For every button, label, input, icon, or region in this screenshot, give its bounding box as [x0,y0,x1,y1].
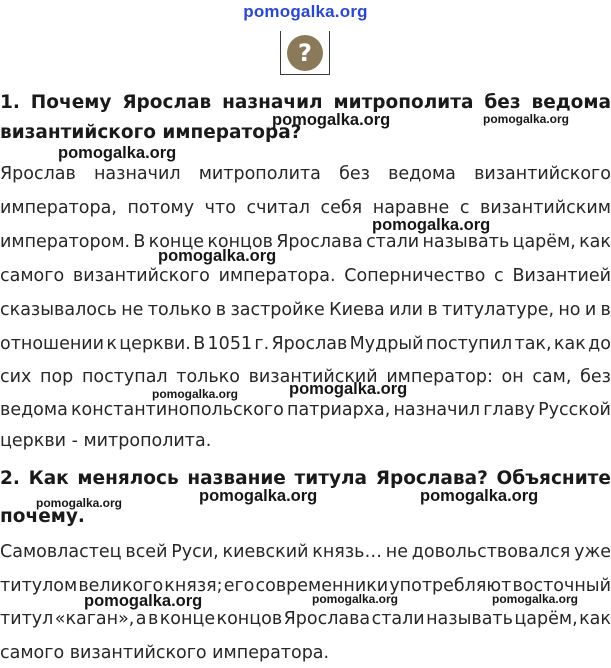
word: Как [28,468,69,489]
word: Почему [30,92,112,113]
question-mark-icon: ? [287,35,323,71]
word: Ярослав [271,334,348,354]
word: концов [207,232,273,252]
word: с [494,266,504,286]
word: Самовластец [0,542,122,562]
word: главу [483,400,535,420]
word: Объясните [496,468,611,489]
word: Соперничество [344,266,486,286]
word: так, [514,334,552,354]
word: ведома [0,400,68,420]
word: императора, [0,198,117,218]
word: в [147,609,159,629]
word: патриарха, [287,400,391,420]
word: как [579,609,611,629]
word: 1051 [207,334,253,354]
word: самого [0,266,65,286]
word: менялось [77,468,179,489]
answer-1-line [0,160,611,189]
word: как [579,232,611,252]
word: императора. [218,266,336,286]
word: Мудрый [349,334,424,354]
watermark: pomogalka.org [272,111,391,129]
word: сам, [532,367,572,387]
word: но [558,300,581,320]
word: назначил [222,92,323,113]
word: князя; [164,576,223,596]
word: византийского [474,164,611,184]
word: Ярослава [276,232,363,252]
word: великого [78,576,164,596]
word: князь… [312,542,382,562]
word: ведома [531,92,611,113]
answer-1-line [0,330,611,359]
word: себя [320,198,363,218]
word: без [484,92,521,113]
word: сказывалось [0,300,117,320]
word: только [176,367,240,387]
word: поступил [425,334,513,354]
word: Ярослав [0,164,76,184]
word: церкви. [119,334,191,354]
word: до [588,334,611,354]
question-icon-box [280,31,330,75]
answer-1-line [0,396,611,425]
word: византийский [248,367,378,387]
watermark: pomogalka.org [158,247,277,265]
answer-1-line [0,194,611,223]
watermark: pomogalka.org [483,112,570,126]
answer-2-line [0,538,611,567]
word: стали [371,609,425,629]
watermark: pomogalka.org [152,387,239,401]
word: В [193,334,206,354]
word: Ярослав [122,92,212,113]
word: г. [254,334,270,354]
word: царём, [514,609,578,629]
word: его [223,576,255,596]
word: 1. [0,92,20,113]
watermark: pomogalka.org [84,592,203,610]
word: в [600,300,611,320]
word: Византией [512,266,611,286]
word: Ярослава? [375,468,488,489]
word: самого византийского императора. [0,643,330,663]
answer-1-line [0,262,611,291]
word: «каган», [54,609,135,629]
word: императором. [0,232,131,252]
word: сих [0,367,32,387]
word: почему. [0,506,85,527]
word: без [580,367,611,387]
word: не [121,300,144,320]
word: застройке [230,300,325,320]
word: ведома [388,164,456,184]
word: к [106,334,117,354]
watermark: pomogalka.org [312,592,399,606]
word: восточный [512,576,611,596]
word: название [187,468,286,489]
word: современники [255,576,389,596]
word: В [133,232,146,252]
word: Ярослава [283,609,371,629]
word: или [389,300,424,320]
word: довольствовался [411,542,571,562]
word: наравне [372,198,450,218]
word: Руси, [171,542,219,562]
watermark: pomogalka.org [420,487,539,505]
word: константинопольского [70,400,284,420]
word: потому [127,198,195,218]
word: митрополита [198,164,321,184]
word: в [427,300,438,320]
word: без [339,164,370,184]
word: не [385,542,408,562]
watermark: pomogalka.org [372,216,491,234]
word: уже [574,542,611,562]
word: киевский [222,542,309,562]
word: 2. [0,468,20,489]
word: называть [426,609,513,629]
word: поступал [81,367,168,387]
word: только [147,300,212,320]
word: титула [294,468,368,489]
word: пор [40,367,74,387]
watermark: pomogalka.org [492,592,579,606]
word: конце [159,609,216,629]
word: церкви - митрополита. [0,431,212,451]
word: в [215,300,227,320]
word: всей [125,542,168,562]
word: как [553,334,586,354]
word: он [501,367,524,387]
word: считал [246,198,310,218]
watermark: pomogalka.org [199,487,318,505]
word: отношении [0,334,105,354]
word: конце [148,232,205,252]
word: назначил [393,400,481,420]
word: и [584,300,597,320]
word: Киева [329,300,385,320]
word: император: [386,367,493,387]
answer-1-line [0,427,611,456]
answer-1-line [0,296,611,325]
word: а [135,609,147,629]
word: с [459,198,470,218]
watermark: pomogalka.org [36,496,123,510]
word: титул [0,609,54,629]
word: называть [422,232,510,252]
word: византийским [480,198,611,218]
watermark: pomogalka.org [289,380,408,398]
word: назначил [93,164,181,184]
word: стали [366,232,420,252]
word: митрополита [333,92,474,113]
word: титулом [0,576,78,596]
word: Русской [538,400,611,420]
word: царём, [512,232,576,252]
word: титулатуре, [442,300,555,320]
word: что [204,198,236,218]
site-header-watermark: pomogalka.org [243,2,368,21]
word: византийского императора? [0,122,302,143]
answer-1-line [0,228,611,257]
watermark: pomogalka.org [58,144,177,162]
word: византийского [72,266,210,286]
word: употребляют [389,576,512,596]
word: концов [216,609,283,629]
